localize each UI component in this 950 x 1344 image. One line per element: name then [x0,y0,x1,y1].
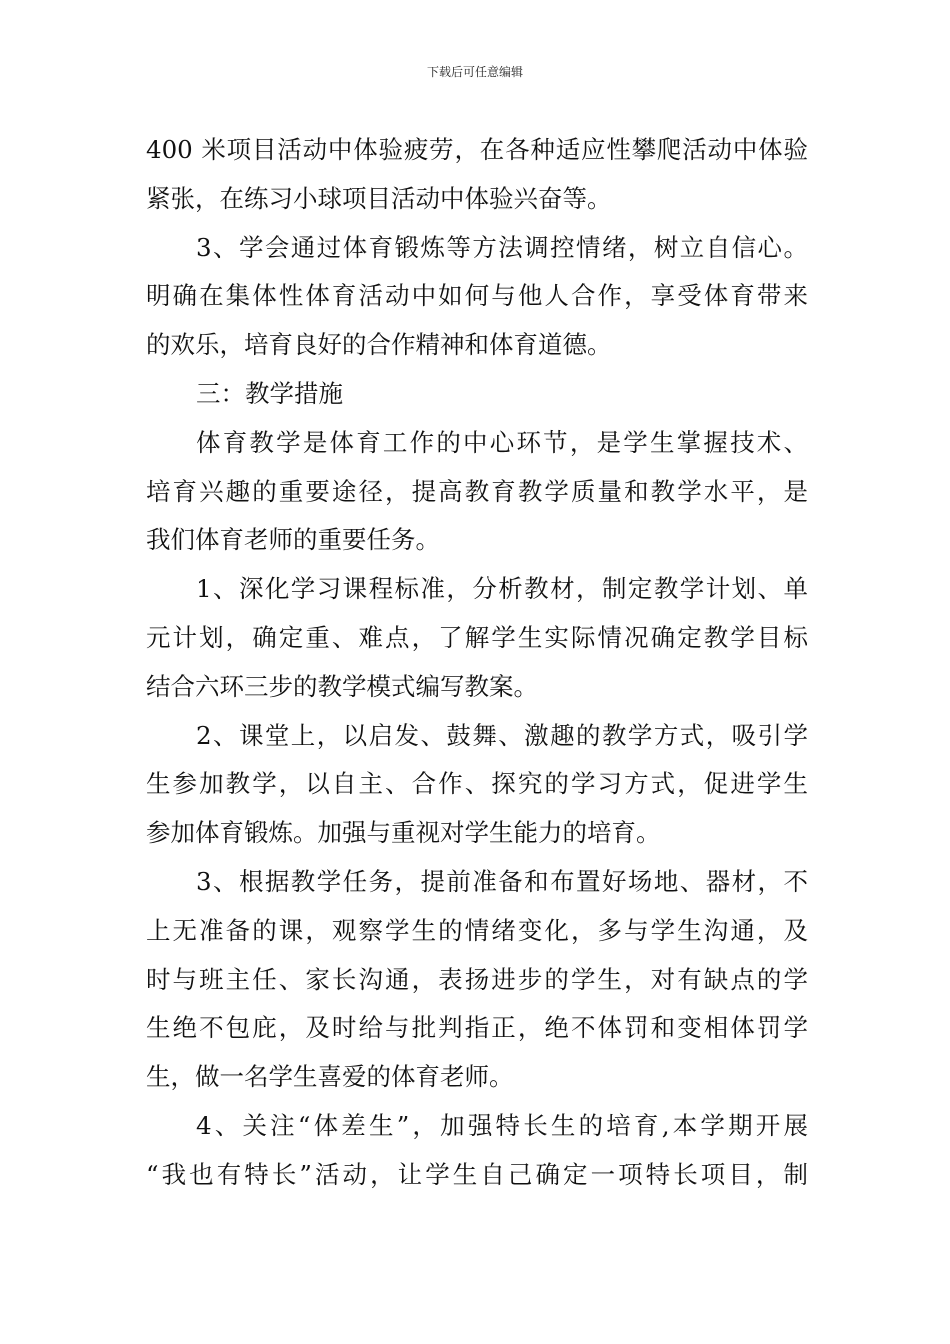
document-body [146,126,808,1200]
text-line: 3、学会通过体育锻炼等方法调控情绪，树立自信心。 [196,232,808,262]
text-line: 体育教学是体育工作的中心环节，是学生掌握技术、 [196,427,808,457]
text-line: 结合六环三步的教学模式编写教案。 [146,671,538,701]
text-line: 明确在集体性体育活动中如何与他人合作，享受体育带来 [146,281,808,311]
text-line: 生绝不包庇，及时给与批判指正，绝不体罚和变相体罚学 [146,1013,808,1043]
text-line: 上无准备的课，观察学生的情绪变化，多与学生沟通，及 [146,915,808,945]
text-line: 培育兴趣的重要途径，提高教育教学质量和教学水平，是 [146,476,808,506]
text-line: 我们体育老师的重要任务。 [146,525,440,555]
text-line: 参加体育锻炼。加强与重视对学生能力的培育。 [146,818,661,848]
text-line: 生参加教学，以自主、合作、探究的学习方式，促进学生 [146,769,808,799]
text-line: 400 米项目活动中体验疲劳，在各种适应性攀爬活动中体验 [146,135,808,164]
text-line: 3、根据教学任务，提前准备和布置好场地、器材，不 [196,866,808,896]
page-header: 下载后可任意编辑 [426,65,523,79]
text-line: 4、关注“体差生”，加强特长生的培育,本学期开展 [196,1110,808,1140]
section-heading: 三：教学措施 [196,378,343,408]
text-line: 元计划，确定重、难点，了解学生实际情况确定教学目标 [146,622,808,652]
text-line: 紧张，在练习小球项目活动中体验兴奋等。 [146,183,612,213]
text-line: 1、深化学习课程标准，分析教材，制定教学计划、单 [196,574,808,604]
text-line: 时与班主任、家长沟通，表扬进步的学生，对有缺点的学 [146,964,808,994]
text-line: “我也有特长”活动，让学生自己确定一项特长项目，制 [146,1159,808,1189]
text-line: 的欢乐，培育良好的合作精神和体育道德。 [146,330,612,360]
text-line: 生，做一名学生喜爱的体育老师。 [146,1062,514,1092]
text-line: 2、课堂上，以启发、鼓舞、激趣的教学方式，吸引学 [196,720,808,750]
